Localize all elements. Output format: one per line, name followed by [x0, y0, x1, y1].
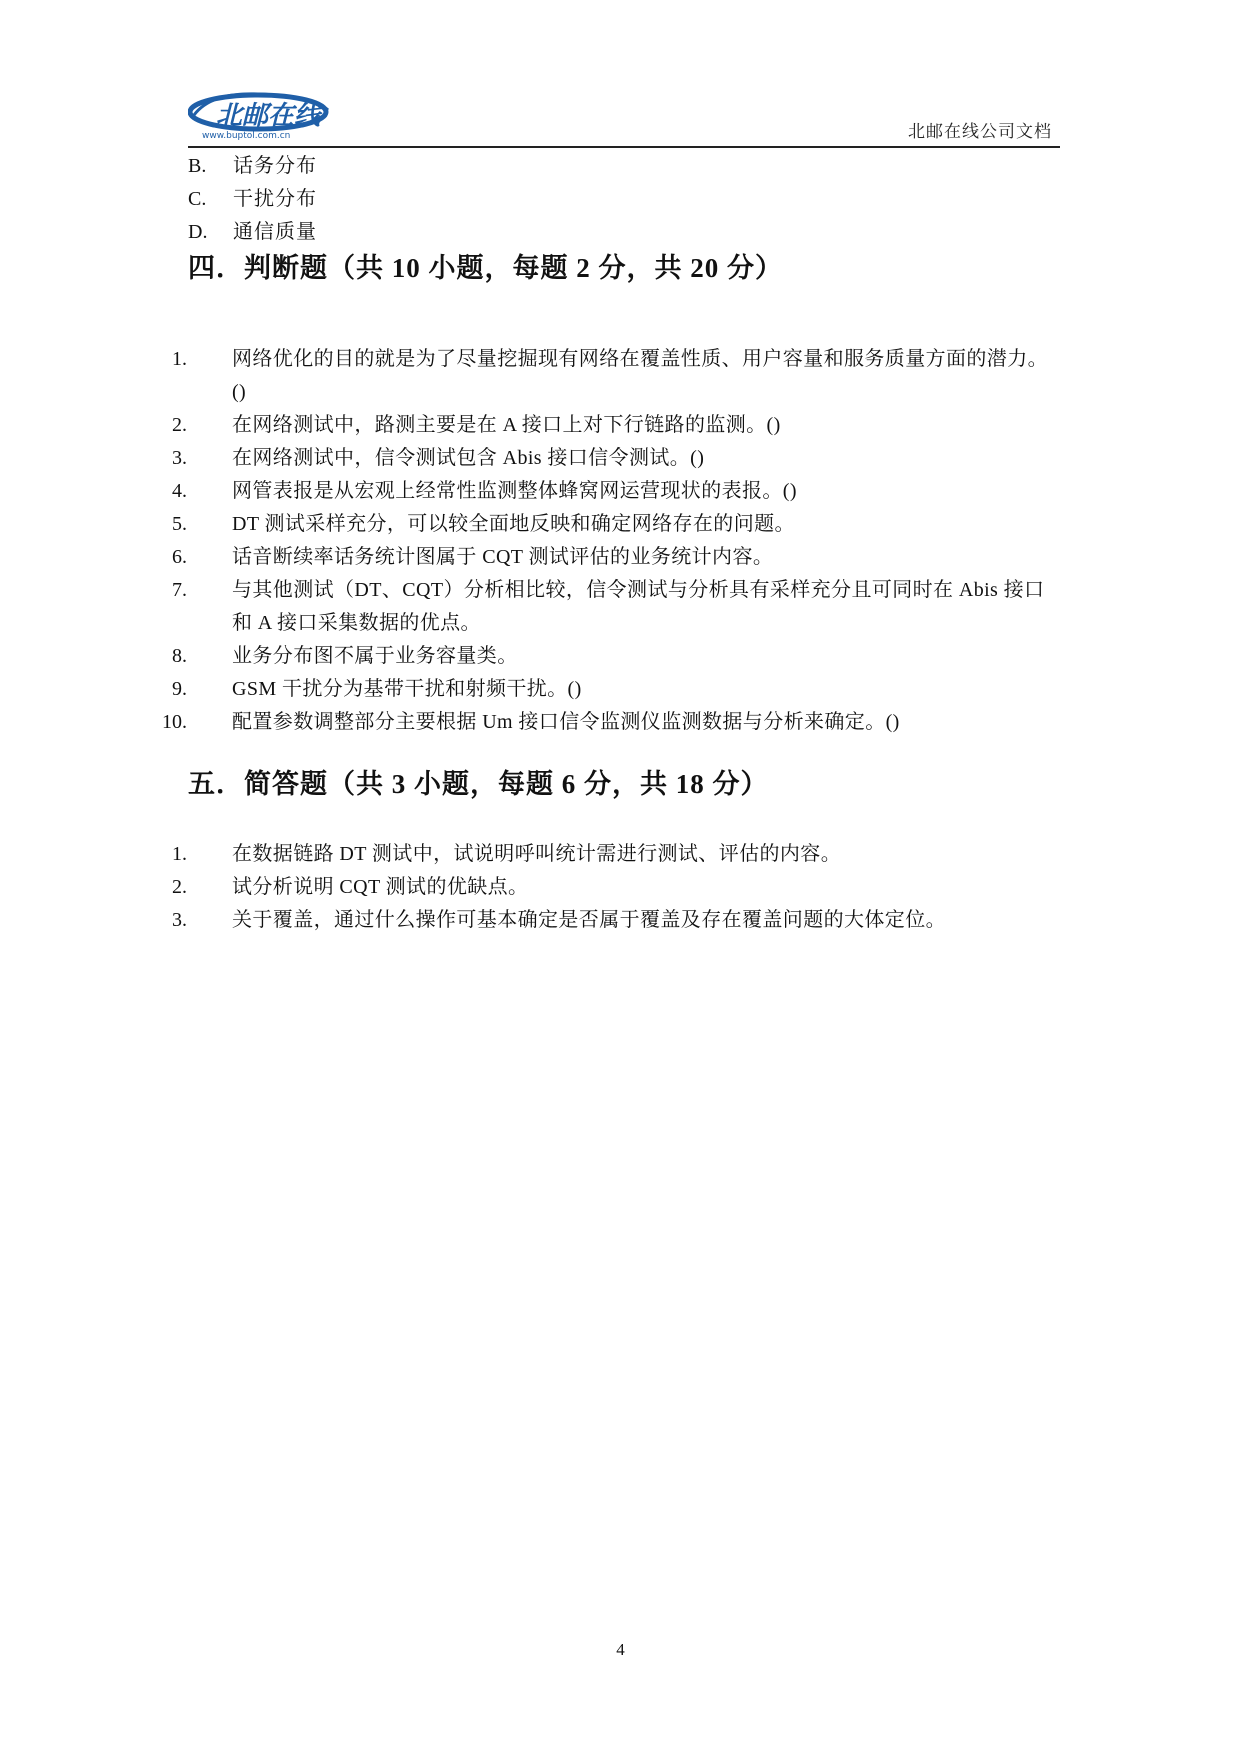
- item-text: 在网络测试中，路测主要是在 A 接口上对下行链路的监测。(): [232, 414, 781, 436]
- item-text: 网管表报是从宏观上经常性监测整体蜂窝网运营现状的表报。(): [232, 480, 797, 502]
- option-c: [188, 183, 1060, 216]
- item-number: 2.: [172, 876, 187, 898]
- item-number: 3.: [172, 447, 187, 469]
- item-text: 话音断续率话务统计图属于 CQT 测试评估的业务统计内容。: [232, 546, 774, 568]
- list-item: [150, 838, 1060, 871]
- item-text: 关于覆盖，通过什么操作可基本确定是否属于覆盖及存在覆盖问题的大体定位。: [232, 909, 946, 931]
- option-d: [188, 216, 1060, 249]
- option-letter: D.: [188, 221, 208, 243]
- list-item: [150, 508, 1060, 541]
- item-text: GSM 干扰分为基带干扰和射频干扰。(): [232, 678, 582, 700]
- option-b: [188, 150, 1060, 183]
- list-item: [150, 904, 1060, 937]
- item-number: 1.: [172, 348, 187, 370]
- section-heading-true-false: 四．判断题（共 10 小题，每题 2 分，共 20 分）: [188, 253, 783, 283]
- item-number: 1.: [172, 843, 187, 865]
- item-number: 3.: [172, 909, 187, 931]
- true-false-question-list: [150, 343, 1060, 739]
- list-item: [150, 871, 1060, 904]
- list-item: [150, 541, 1060, 574]
- svg-text:www.buptol.com.cn: www.buptol.com.cn: [202, 131, 291, 141]
- page-number: 4: [616, 1640, 625, 1659]
- item-text: 业务分布图不属于业务容量类。: [232, 645, 518, 667]
- list-item: [150, 673, 1060, 706]
- item-number: 7.: [172, 579, 187, 601]
- list-item: [150, 706, 1060, 739]
- company-logo: [188, 88, 338, 142]
- answer-options: [188, 150, 1060, 249]
- list-item: [150, 442, 1060, 475]
- option-text: 通信质量: [233, 221, 317, 243]
- item-number: 4.: [172, 480, 187, 502]
- option-text: 话务分布: [233, 155, 317, 177]
- item-text: 与其他测试（DT、CQT）分析相比较，信令测试与分析具有采样充分且可同时在 Abis 接口和 A 接口采集数据的优点。: [232, 579, 1045, 634]
- item-number: 8.: [172, 645, 187, 667]
- list-item: [150, 409, 1060, 442]
- page-header: [188, 82, 1060, 148]
- list-item: [150, 475, 1060, 508]
- item-text: 在网络测试中，信令测试包含 Abis 接口信令测试。(): [232, 447, 705, 469]
- document-title: 北邮在线公司文档: [908, 122, 1052, 141]
- item-number: 10.: [162, 711, 187, 733]
- list-item: [150, 640, 1060, 673]
- item-text: 试分析说明 CQT 测试的优缺点。: [232, 876, 529, 898]
- option-letter: C.: [188, 188, 207, 210]
- item-text: 网络优化的目的就是为了尽量挖掘现有网络在覆盖性质、用户容量和服务质量方面的潜力。(): [232, 348, 1048, 403]
- option-letter: B.: [188, 155, 207, 177]
- item-number: 6.: [172, 546, 187, 568]
- item-number: 9.: [172, 678, 187, 700]
- list-item: [150, 343, 1060, 409]
- item-text: DT 测试采样充分，可以较全面地反映和确定网络存在的问题。: [232, 513, 795, 535]
- option-text: 干扰分布: [233, 188, 317, 210]
- item-number: 2.: [172, 414, 187, 436]
- item-text: 配置参数调整部分主要根据 Um 接口信令监测仪监测数据与分析来确定。(): [232, 711, 900, 733]
- item-number: 5.: [172, 513, 187, 535]
- svg-text:北邮在线: 北邮在线: [216, 101, 321, 131]
- short-answer-question-list: [150, 838, 1060, 937]
- item-text: 在数据链路 DT 测试中，试说明呼叫统计需进行测试、评估的内容。: [232, 843, 842, 865]
- section-heading-short-answer: 五．简答题（共 3 小题，每题 6 分，共 18 分）: [188, 769, 769, 799]
- list-item: [150, 574, 1060, 640]
